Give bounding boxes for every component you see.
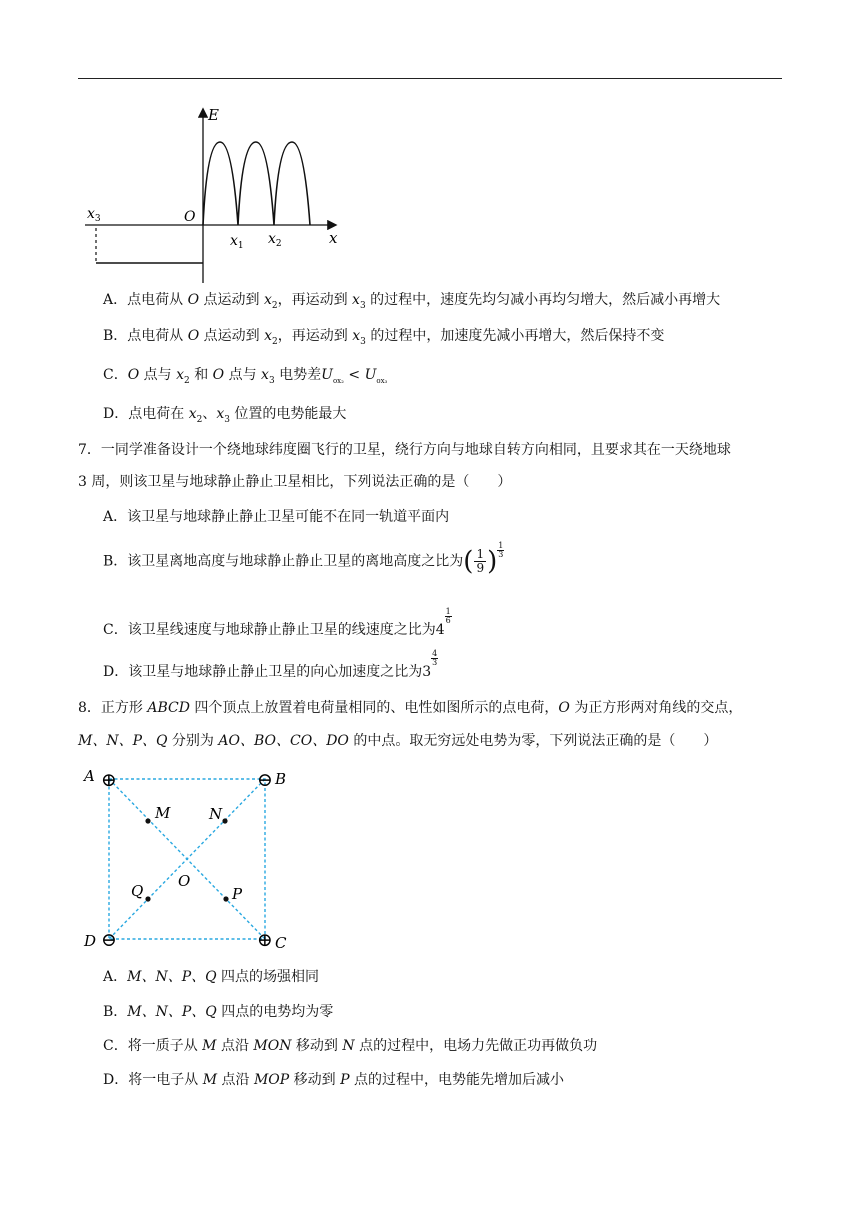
square-charge-diagram: [80, 762, 300, 954]
q7-stem-line2: 3 周，则该卫星与地球静止静止卫星相比，下列说法正确的是（ ）: [78, 474, 512, 490]
q8-option-c: C．将一质子从 M 点沿 MON 移动到 N 点的过程中，电场力先做正功再做负功: [103, 1038, 598, 1054]
q8-option-a: A．M、N、P、Q 四点的场强相同: [103, 969, 320, 985]
x1-label: $x_1$: [230, 233, 244, 251]
charge-c-plus: ⊕: [257, 929, 273, 951]
y-axis-label: E: [208, 106, 219, 124]
q7-option-b: B．该卫星离地高度与地球静止静止卫星的离地高度之比为( $\frac{1}{9}$ ) $\frac{1}{3}$: [103, 541, 504, 577]
point-p: [223, 896, 228, 901]
q8-option-b: B．M、N、P、Q 四点的电势均为零: [103, 1004, 334, 1020]
point-q: [145, 896, 150, 901]
label-p: P: [232, 885, 243, 903]
q8-stem-line1: 8．正方形 ABCD 四个顶点上放置着电荷量相同的、电性如图所示的点电荷，O 为正方形两对角线的交点，: [78, 700, 743, 716]
q7-b-fraction: $\frac{1}{9}$: [476, 547, 485, 575]
q6-option-a: A．点电荷从 O 点运动到 $x_2$，再运动到 $x_3$ 的过程中，速度先均匀减小再均匀增大，然后减小再增大: [103, 292, 721, 311]
point-m: [145, 818, 150, 823]
label-m: M: [155, 804, 171, 822]
q6-option-d: D．点电荷在 $x_2$、$x_3$ 位置的电势能最大: [103, 406, 347, 425]
q8-stem-line2: M、N、P、Q 分别为 AO、BO、CO、DO 的中点。取无穷远处电势为零，下列说法正确的是（ ）: [78, 733, 718, 749]
label-a: A: [84, 767, 95, 785]
q7-stem-line1: 7．一同学准备设计一个绕地球纬度圈飞行的卫星，绕行方向与地球自转方向相同，且要求其在一天绕地球: [78, 442, 731, 458]
q7-b-exponent: $\frac{1}{3}$: [498, 541, 504, 559]
q7-option-c: C．该卫星线速度与地球静止静止卫星的线速度之比为4 $\frac{1}{6}$: [103, 607, 451, 638]
label-o: O: [178, 872, 191, 890]
label-d: D: [84, 932, 97, 950]
q6-option-b: B．点电荷从 O 点运动到 $x_2$，再运动到 $x_3$ 的过程中，加速度先减小再增大，然后保持不变: [103, 328, 665, 347]
origin-label: O: [184, 209, 196, 225]
q8-option-d: D．将一电子从 M 点沿 MOP 移动到 P 点的过程中，电势能先增加后减小: [103, 1072, 564, 1088]
label-b: B: [275, 770, 287, 788]
q7-option-d: D．该卫星与地球静止静止卫星的向心加速度之比为3 $\frac{4}{3}$: [103, 649, 438, 680]
point-n: [222, 818, 227, 823]
q6-option-c: C．O 点与 $x_2$ 和 O 点与 $x_3$ 电势差$U_{ox_2} < U_{ox_3}$: [103, 367, 388, 386]
x-axis-label: x: [329, 229, 338, 247]
x2-label: $x_2$: [268, 231, 282, 249]
q7-d-exponent: $\frac{4}{3}$: [432, 649, 438, 667]
e-x-graph: [80, 100, 350, 285]
charge-a-plus: ⊕: [101, 769, 117, 791]
q7-option-a: A．该卫星与地球静止静止卫星可能不在同一轨道平面内: [103, 509, 450, 525]
label-n: N: [209, 805, 223, 823]
label-q: Q: [131, 882, 144, 900]
header-rule: [78, 78, 782, 79]
x3-label: $x_3$: [87, 206, 101, 224]
field-curve: [203, 142, 310, 225]
label-c: C: [275, 934, 287, 952]
q7-c-exponent: $\frac{1}{6}$: [445, 607, 451, 625]
charge-b-minus: ⊖: [257, 769, 273, 791]
charge-d-minus: ⊖: [101, 929, 117, 951]
